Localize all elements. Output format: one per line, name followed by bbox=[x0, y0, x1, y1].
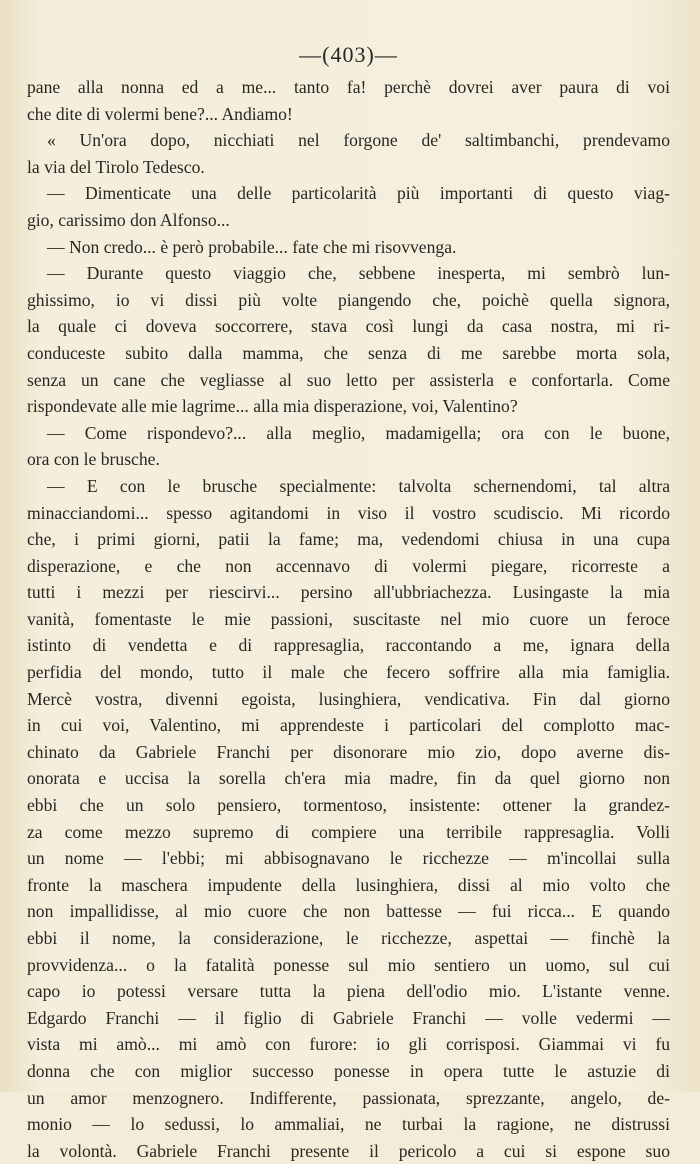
text-line: ghissimo, io vi dissi più volte piangendo che, poichè quella signora, bbox=[27, 289, 670, 310]
text-line: in cui voi, Valentino, mi apprendeste i particolari del complotto mac- bbox=[27, 715, 670, 736]
text-line: la quale ci doveva soccorrere, stava così lungi da casa nostra, mi ri- bbox=[27, 316, 670, 337]
text-line: provvidenza... o la fatalità ponesse sul mio sentiero un uomo, sul cui bbox=[27, 954, 670, 975]
text-line: che dite di volermi bene?... Andiamo! bbox=[27, 103, 293, 124]
text-line: — Dimenticate una delle particolarità più importanti di questo viag- bbox=[47, 183, 670, 204]
text-line: tutti i mezzi per riescirvi... persino all'ubbriachezza. Lusingaste la mia bbox=[27, 582, 670, 603]
text-line: istinto di vendetta e di rappresaglia, raccontando a me, ignara della bbox=[27, 635, 670, 656]
text-line: « Un'ora dopo, nicchiati nel forgone de' saltimbanchi, prendevamo bbox=[47, 130, 670, 151]
text-line: donna che con miglior successo ponesse in opera tutte le astuzie di bbox=[27, 1060, 670, 1081]
text-line: pane alla nonna ed a me... tanto fa! perchè dovrei aver paura di voi bbox=[27, 77, 670, 97]
text-line: gio, carissimo don Alfonso... bbox=[27, 209, 230, 230]
text-line: la via del Tirolo Tedesco. bbox=[27, 156, 205, 177]
text-line: disperazione, e che non accennavo di volermi piegare, ricorreste a bbox=[27, 555, 670, 576]
text-line: monio — lo sedussi, lo ammaliai, ne turbai la ragione, ne distrussi bbox=[27, 1114, 670, 1135]
text-line: Mercè vostra, divenni egoista, lusinghiera, vendicativa. Fin dal giorno bbox=[27, 688, 670, 709]
text-line: perfidia del mondo, tutto il male che fecero soffrire alla mia famiglia. bbox=[27, 662, 670, 683]
text-line: vista mi amò... mi amò con furore: io gli corrisposi. Giammai vi fu bbox=[27, 1034, 670, 1055]
text-line: — E con le brusche specialmente: talvolta schernendomi, tal altra bbox=[47, 475, 670, 496]
text-line: chinato da Gabriele Franchi per disonorare mio zio, dopo averne dis- bbox=[27, 741, 670, 762]
text-line: Edgardo Franchi — il figlio di Gabriele Franchi — volle vedermi — bbox=[27, 1007, 670, 1028]
text-line: ebbi il nome, la considerazione, le ricchezze, aspettai — finchè la bbox=[27, 928, 670, 948]
text-line: za come mezzo supremo di compiere una terribile rappresaglia. Volli bbox=[27, 821, 670, 842]
text-line: senza un cane che vegliasse al suo letto per assisterla e confortarla. Come bbox=[27, 369, 670, 390]
text-line: vanità, fomentaste le mie passioni, suscitaste nel mio cuore un feroce bbox=[27, 608, 670, 629]
text-line: non impallidisse, al mio cuore che non battesse — fui ricca... E quando bbox=[27, 901, 670, 922]
text-line: — Non credo... è però probabile... fate che mi risovvenga. bbox=[47, 236, 457, 257]
body-text bbox=[27, 74, 670, 1164]
text-line: rispondevate alle mie lagrime... alla mia disperazione, voi, Valentino? bbox=[27, 396, 518, 417]
text-line: capo io potessi versare tutta la piena dell'odio mio. L'istante venne. bbox=[27, 981, 670, 1002]
text-line: ora con le brusche. bbox=[27, 449, 160, 470]
text-line: conduceste subito dalla mamma, che senza di me sarebbe morta sola, bbox=[27, 342, 670, 363]
text-line: onorata e uccisa la sorella ch'era mia madre, fin da quel giorno non bbox=[27, 768, 670, 789]
text-line: — Durante questo viaggio che, sebbene inesperta, mi sembrò lun- bbox=[47, 263, 670, 284]
text-line: ebbi che un solo pensiero, tormentoso, insistente: ottener la grandez- bbox=[27, 795, 670, 816]
text-line: che, i primi giorni, patii la fame; ma, vedendomi chiusa in una cupa bbox=[27, 529, 670, 550]
text-line: la volontà. Gabriele Franchi presente il pericolo a cui si espone suo bbox=[27, 1140, 670, 1161]
text-line: un amor menzognero. Indifferente, passionata, sprezzante, angelo, de- bbox=[27, 1087, 670, 1108]
text-line: un nome — l'ebbi; mi abbisognavano le ricchezze — m'incollai sulla bbox=[27, 848, 670, 869]
page-number-header: —(403)— bbox=[299, 42, 398, 67]
text-line: — Come rispondevo?... alla meglio, madamigella; ora con le buone, bbox=[47, 422, 670, 443]
text-line: fronte la maschera impudente della lusinghiera, dissi al mio volto che bbox=[27, 874, 670, 895]
text-line: minacciandomi... spesso agitandomi in viso il vostro scudiscio. Mi ricordo bbox=[27, 502, 670, 523]
